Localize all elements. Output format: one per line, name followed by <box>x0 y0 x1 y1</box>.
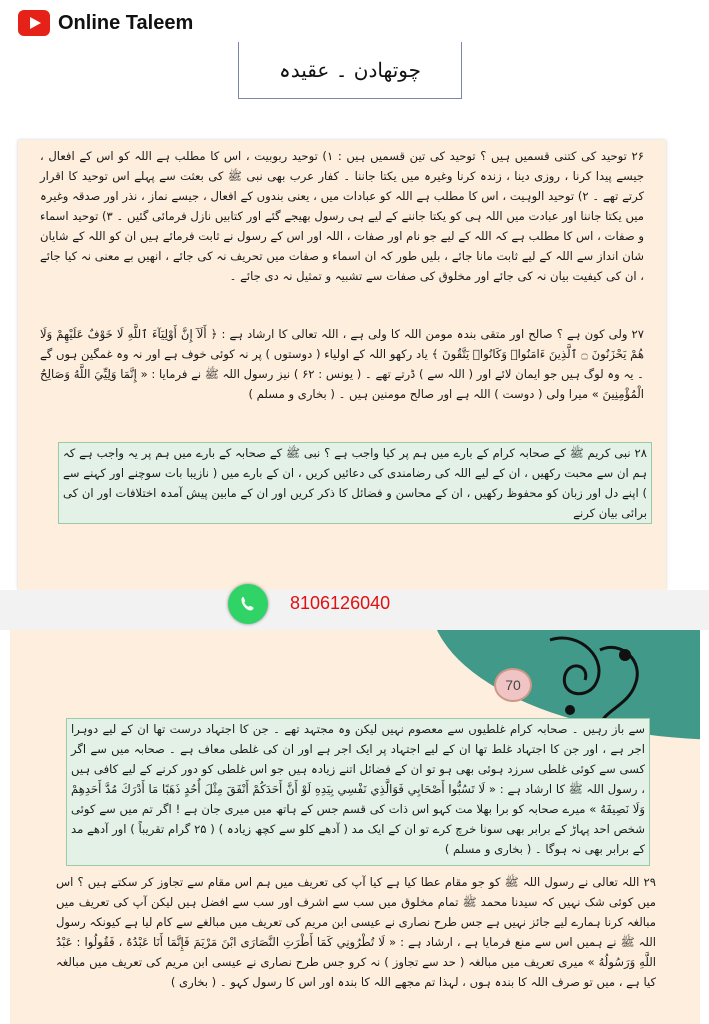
phone-number[interactable]: 8106126040 <box>290 593 391 613</box>
phone-glyph-icon <box>236 592 260 616</box>
companions-paragraph: سے باز رہیں ۔ صحابہ کرام غلطیوں سے معصوم نہیں لیکن وہ مجتہد تھے ۔ جن کا اجتہاد درست تھا ان کے لیے دوہرا اجر ہے ، اور جن کا اجتہاد غلط تھا ان کے لیے اجتہاد پر ایک اجر ہے اور ان کی غلطی معاف ہے ۔ صحابہ میں سے اگر کسی سے کوئی غلطی سرزد ہوئی بھی ہو تو ان کے فضائل اتنے زیادہ ہیں جو اس غلطی کو دور کرنے کے لیے کافی ہیں ، رسول اللہ ﷺ کا ارشاد ہے : « لَا تَسُبُّوا أَصْحَابِي فَوَالَّذِي نَفْسِي بِيَدِهِ لَوْ أَنَّ أَحَدَكُمْ أَنْفَقَ مِثْلَ أُحُدٍ ذَهَبًا مَا أَدْرَكَ مُدَّ أَحَدِهِمْ وَلَا نَصِيفَهُ » میرے صحابہ کو برا بھلا مت کہو اس ذات کی قسم جس کے ہاتھ میں میری جان ہے ! اگر تم میں سے کوئی شخص احد پہاڑ کے برابر بھی سونا خرچ کرے تو ان کے ایک مد ( آدھے کلو سے کچھ زیادہ ) ( ۲۵ گرام تقریباً ) اور آدھے مد کے برابر بھی نہ ہوگا ۔ ( بخاری و مسلم ) <box>66 718 650 866</box>
brand-name: Online Taleem <box>58 11 194 34</box>
question-28-paragraph: ۲۸ نبی کریم ﷺ کے صحابہ کرام کے بارے میں ہم پر کیا واجب ہے ؟ نبی ﷺ کے صحابہ کے بارے میں ہم پر یہ واجب ہے کہ ہم ان سے محبت رکھیں ، ان کے لیے اللہ کی رضامندی کی دعائیں کریں ، ان کے بارے میں ( نازیبا بات سوچنے اور کہنے سے ) اپنے دل اور زبان کو محفوظ رکھیں ، ان کے محاسن و فضائل کا ذکر کریں اور ان کے مابین پیش آمدہ اختلافات اور ان کی برائی بیان کرنے <box>58 442 652 524</box>
page-title: چوتھادن ۔ عقیدہ <box>279 58 421 82</box>
title-box <box>238 42 462 99</box>
page-number: 70 <box>494 668 532 702</box>
floral-ornament-icon <box>540 630 650 730</box>
whatsapp-icon[interactable] <box>228 584 268 624</box>
question-27-paragraph: ۲۷ ولی کون ہے ؟ صالح اور متقی بندہ مومن اللہ کا ولی ہے ، اللہ تعالی کا ارشاد ہے : ﴿ أَلَآ إِنَّ أَوْلِيَآءَ ٱللَّهِ لَا خَوْفٌ عَلَيْهِمْ وَلَا هُمْ يَحْزَنُونَ ۝ ٱلَّذِينَ ءَامَنُوا۟ وَكَانُوا۟ يَتَّقُونَ ﴾ یاد رکھو اللہ کے اولیاء ( دوستوں ) پر نہ کوئی خوف ہے اور نہ وہ غمگین ہوں گے ۔ یہ وہ لوگ ہیں جو ایمان لائے اور ( اللہ سے ) ڈرتے تھے ۔ ( یونس : ۶۲ ) نیز رسول اللہ ﷺ نے فرمایا : « إِنَّمَا وَلِيِّيَ اللَّهُ وَصَالِحُ الْمُؤْمِنِينَ » میرا ولی ( دوست ) اللہ ہے اور صالح مومنین ہیں ۔ ( بخاری و مسلم ) <box>40 327 644 401</box>
brand <box>18 10 193 36</box>
youtube-icon <box>18 10 50 36</box>
book-page-2 <box>10 630 700 1024</box>
book-page-1 <box>18 140 666 590</box>
question-26-paragraph: ۲۶ توحید کی کتنی قسمیں ہیں ؟ توحید کی تین قسمیں ہیں : ۱) توحید ربوبیت ، اس کا مطلب ہے اللہ کو اس کے افعال ، جیسے پیدا کرنا ، روزی دینا ، زندہ کرنا وغیرہ میں یکتا جاننا ۔ کفار عرب بھی نبی ﷺ کی بعثت سے پہلے اس توحید کا اقرار کرتے تھے ۔ ۲) توحید الوہیت ، اس کا مطلب ہے اللہ کو عبادات میں ، یعنی بندوں کے افعال ، جیسے نماز ، نذر اور صدقہ وغیرہ میں یکتا جاننا اور عبادت میں اللہ ہی کو یکتا جاننے کے لیے ہی رسول بھیجے گئے اور کتابیں نازل فرمائی گئیں ۔ ۳) توحید اسماء و صفات ، اس کا مطلب ہے کہ اللہ کے لیے جو نام اور صفات ، اللہ اور اس کے رسول نے ثابت فرمائے ہیں ان کو اللہ کے شایان شان انداز سے اللہ کے لیے ثابت مانا جائے ، بلیں طور کہ ان اسماء و صفات میں تحریف نہ کی جائے ، انھیں بے معنی نہ کیا جائے ، ان کی کیفیت بیان نہ کی جائے اور مخلوق کی صفات سے تشبیہ و تمثیل نہ دی جائے ۔ <box>40 149 645 283</box>
question-29-paragraph: ۲۹ اللہ تعالی نے رسول اللہ ﷺ کو جو مقام عطا کیا ہے کیا آپ کی تعریف میں ہم اس مقام سے تجاوز کر سکتے ہیں ؟ اس میں کوئی شک نہیں کہ سیدنا محمد ﷺ تمام مخلوق میں سب سے اشرف اور سب سے افضل ہیں لیکن آپ کی تعریف میں مبالغہ کرنا ہمارے لیے جائز نہیں ہے جس طرح نصاری نے عیسی ابن مریم کی تعریف میں مبالغے سے کام لیا ہے کیونکہ رسول اللہ ﷺ نے ہمیں اس سے منع فرمایا ہے ، ارشاد ہے : « لَا تُطْرُونِي كَمَا أَطْرَتِ النَّصَارَى ابْنَ مَرْيَمَ فَإِنَّمَا أَنَا عَبْدُهُ ، فَقُولُوا : عَبْدُ اللَّهِ وَرَسُولُهُ » میری تعریف میں مبالغہ ( حد سے تجاوز ) نہ کرو جس طرح نصاری نے عیسی ابن مریم کی تعریف میں مبالغہ کیا ہے ، میں تو صرف اللہ کا بندہ ہوں ، لہذا تم مجھے اللہ کا بندہ اور اس کا رسول کہو ۔ ( بخاری ) <box>56 875 656 989</box>
